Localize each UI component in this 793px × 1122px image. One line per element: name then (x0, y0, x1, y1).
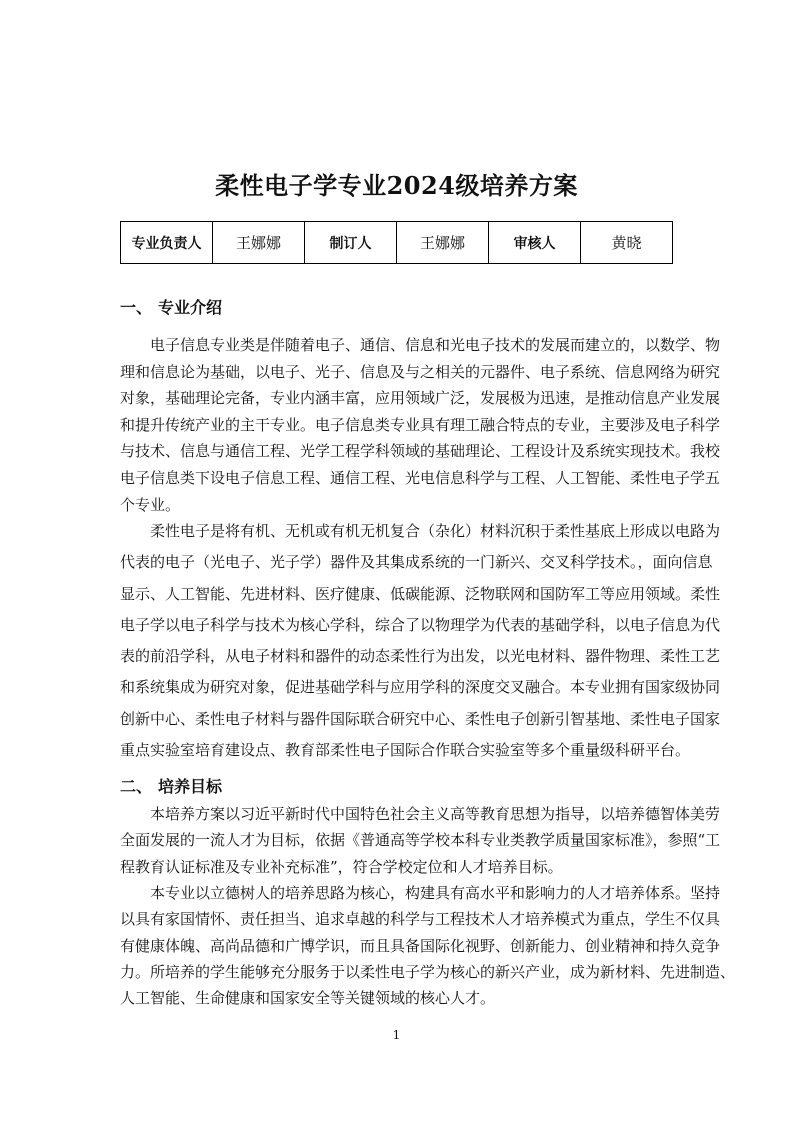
text-line: 电子学以电子科学与技术为核心学科，综合了以物理学为代表的基础学科，以电子信息为代 (120, 615, 721, 634)
text-line: 本培养方案以习近平新时代中国特色社会主义高等教育思想为指导，以培养德智体美劳 (150, 805, 721, 823)
section-number: 一、 (120, 298, 153, 317)
document-title: 柔性电子学专业2024级培养方案 (215, 171, 578, 200)
paragraph-goal-1 (120, 801, 721, 880)
page-number: 1 (392, 1028, 401, 1042)
major-leader-label: 专业负责人 (121, 222, 213, 264)
paragraph-goal-2 (120, 880, 736, 1011)
text-line: 本专业以立德树人的培养思路为核心，构建具有高水平和影响力的人才培养体系。坚持 (150, 884, 721, 902)
drafter-label: 制订人 (305, 222, 397, 264)
text-line: 和提升传统产业的主干专业。电子信息类专业具有理工融合特点的专业，主要涉及电子科学 (120, 415, 721, 434)
section-title: 培养目标 (158, 777, 223, 796)
text-line: 表的前沿学科，从电子材料和器件的动态柔性行为出发，以光电材料、器件物理、柔性工艺 (120, 647, 721, 666)
text-line: 力。所培养的学生能够充分服务于以柔性电子学为核心的新兴产业，成为新材料、先进制造、 (120, 962, 736, 981)
text-line: 全面发展的一流人才为目标，依据《普通高等学校本科专业类教学质量国家标准》，参照“工 (120, 831, 721, 850)
paragraph-intro-1 (120, 332, 721, 518)
text-line: 代表的电子（光电子、光子学）器件及其集成系统的一门新兴、交叉科学技术。，面向信息 (120, 553, 713, 572)
text-line: 和系统集成为研究对象，促进基础学科与应用学科的深度交叉融合。本专业拥有国家级协同 (120, 678, 721, 697)
text-line: 有健康体魄、高尚品德和广博学识，而且具备国际化视野、创新能力、创业精神和持久竞争 (120, 936, 721, 955)
section-title: 专业介绍 (158, 298, 223, 317)
text-line: 理和信息论为基础，以电子、光子、信息及与之相关的元器件、电子系统、信息网络为研究 (120, 362, 721, 381)
section-heading-1 (120, 295, 222, 318)
major-leader-value: 王娜娜 (213, 222, 305, 264)
text-line: 电子信息专业类是伴随着电子、通信、信息和光电子技术的发展而建立的，以数学、物 (150, 336, 721, 354)
text-line: 重点实验室培育建设点、教育部柔性电子国际合作联合实验室等多个重量级科研平台。 (120, 741, 691, 760)
responsibility-table (120, 221, 673, 264)
paragraph-intro-2 (120, 516, 721, 766)
table-row (121, 222, 673, 264)
text-line: 人工智能、生命健康和国家安全等关键领域的核心人才。 (120, 989, 496, 1008)
drafter-value: 王娜娜 (397, 222, 489, 264)
text-line: 个专业。 (120, 495, 181, 514)
text-line: 程教育认证标准及专业补充标准”，符合学校定位和人才培养目标。 (120, 857, 563, 876)
text-line: 对象，基础理论完备，专业内涵丰富，应用领域广泛，发展极为迅速，是推动信息产业发展 (120, 389, 721, 408)
reviewer-value: 黄晓 (581, 222, 673, 264)
text-line: 显示、人工智能、先进材料、医疗健康、低碳能源、泛物联网和国防军工等应用领域。柔性 (120, 584, 721, 603)
text-line: 与技术、信息与通信工程、光学工程学科领域的基础理论、工程设计及系统实现技术。我校 (120, 442, 721, 461)
text-line: 电子信息类下设电子信息工程、通信工程、光电信息科学与工程、人工智能、柔性电子学五 (120, 468, 721, 487)
section-heading-2 (120, 774, 222, 797)
reviewer-label: 审核人 (489, 222, 581, 264)
text-line: 以具有家国情怀、责任担当、追求卓越的科学与工程技术人才培养模式为重点，学生不仅具 (120, 910, 721, 929)
text-line: 创新中心、柔性电子材料与器件国际联合研究中心、柔性电子创新引智基地、柔性电子国家 (120, 709, 721, 728)
section-number: 二、 (120, 777, 153, 796)
text-line: 柔性电子是将有机、无机或有机无机复合（杂化）材料沉积于柔性基底上形成以电路为 (150, 522, 721, 540)
